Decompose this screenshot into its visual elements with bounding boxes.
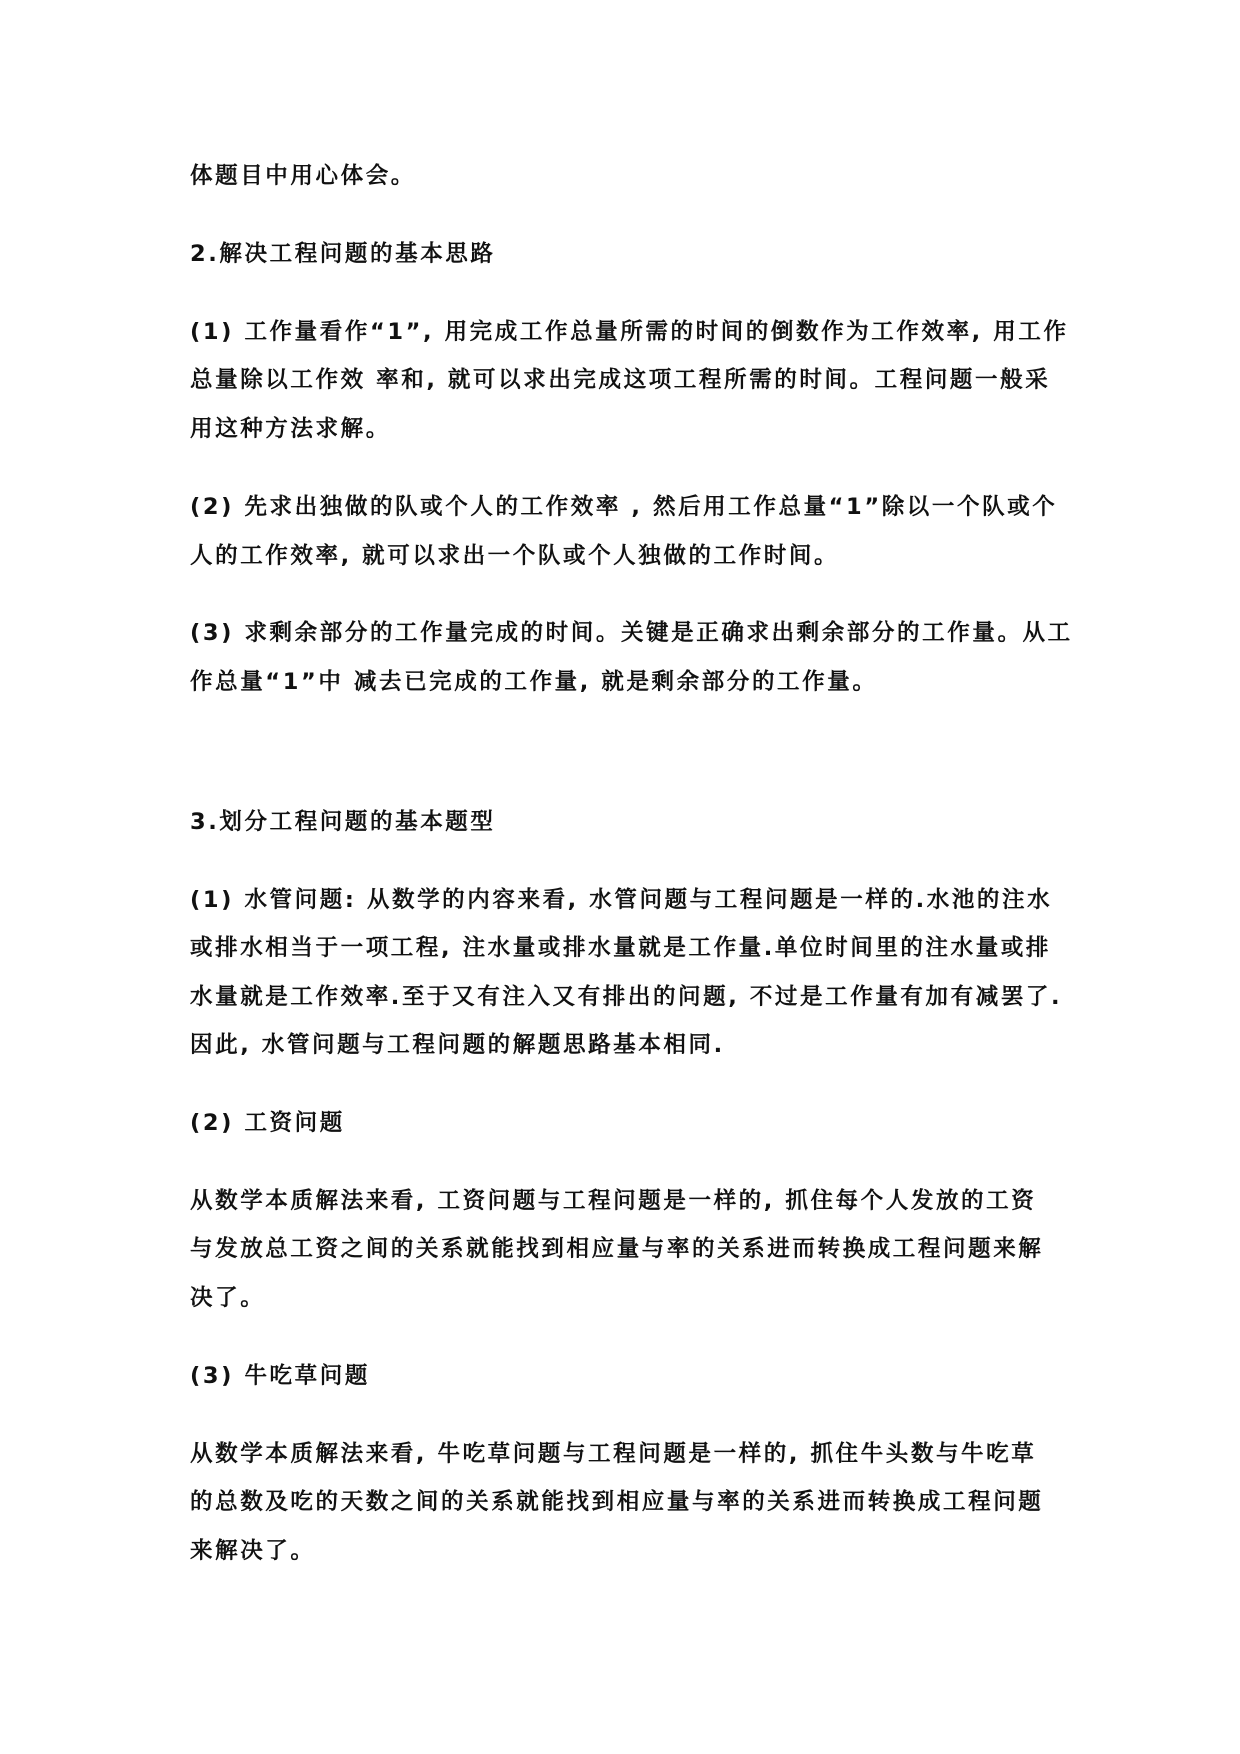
- water-pipe-line-3: 水量就是工作效率.至于又有注入又有排出的问题, 不过是工作量有加有减罢了.: [190, 984, 1063, 1010]
- item-3-line-2: 作总量“1”中 减去已完成的工作量, 就是剩余部分的工作量。: [190, 669, 878, 695]
- section-2-heading: 2.解决工程问题的基本思路: [190, 241, 496, 267]
- wage-body-line-2: 与发放总工资之间的关系就能找到相应量与率的关系进而转换成工程问题来解: [190, 1236, 1044, 1262]
- wage-body-line-1: 从数学本质解法来看, 工资问题与工程问题是一样的, 抓住每个人发放的工资: [190, 1188, 1037, 1214]
- item-2-line-1: (2) 先求出独做的队或个人的工作效率 , 然后用工作总量“1”除以一个队或个: [190, 494, 1058, 520]
- item-2-line-2: 人的工作效率, 就可以求出一个队或个人独做的工作时间。: [190, 543, 840, 569]
- grass-problem-heading: (3) 牛吃草问题: [190, 1363, 370, 1389]
- item-1-line-3: 用这种方法求解。: [190, 416, 391, 442]
- item-1-line-2: 总量除以工作效 率和, 就可以求出完成这项工程所需的时间。工程问题一般采: [190, 367, 1051, 393]
- section-3-heading: 3.划分工程问题的基本题型: [190, 809, 496, 835]
- wage-problem-heading: (2) 工资问题: [190, 1110, 345, 1136]
- water-pipe-line-4: 因此, 水管问题与工程问题的解题思路基本相同.: [190, 1032, 725, 1058]
- intro-tail-text: 体题目中用心体会。: [190, 163, 416, 189]
- item-3-line-1: (3) 求剩余部分的工作量完成的时间。关键是正确求出剩余部分的工作量。从工: [190, 620, 1073, 646]
- wage-body-line-3: 决了。: [190, 1285, 266, 1311]
- grass-body-line-2: 的总数及吃的天数之间的关系就能找到相应量与率的关系进而转换成工程问题: [190, 1489, 1044, 1515]
- item-1-line-1: (1) 工作量看作“1”, 用完成工作总量所需的时间的倒数作为工作效率, 用工作: [190, 319, 1069, 345]
- water-pipe-line-2: 或排水相当于一项工程, 注水量或排水量就是工作量.单位时间里的注水量或排: [190, 935, 1052, 961]
- water-pipe-line-1: (1) 水管问题: 从数学的内容来看, 水管问题与工程问题是一样的.水池的注水: [190, 887, 1053, 913]
- grass-body-line-3: 来解决了。: [190, 1538, 316, 1564]
- grass-body-line-1: 从数学本质解法来看, 牛吃草问题与工程问题是一样的, 抓住牛头数与牛吃草: [190, 1441, 1037, 1467]
